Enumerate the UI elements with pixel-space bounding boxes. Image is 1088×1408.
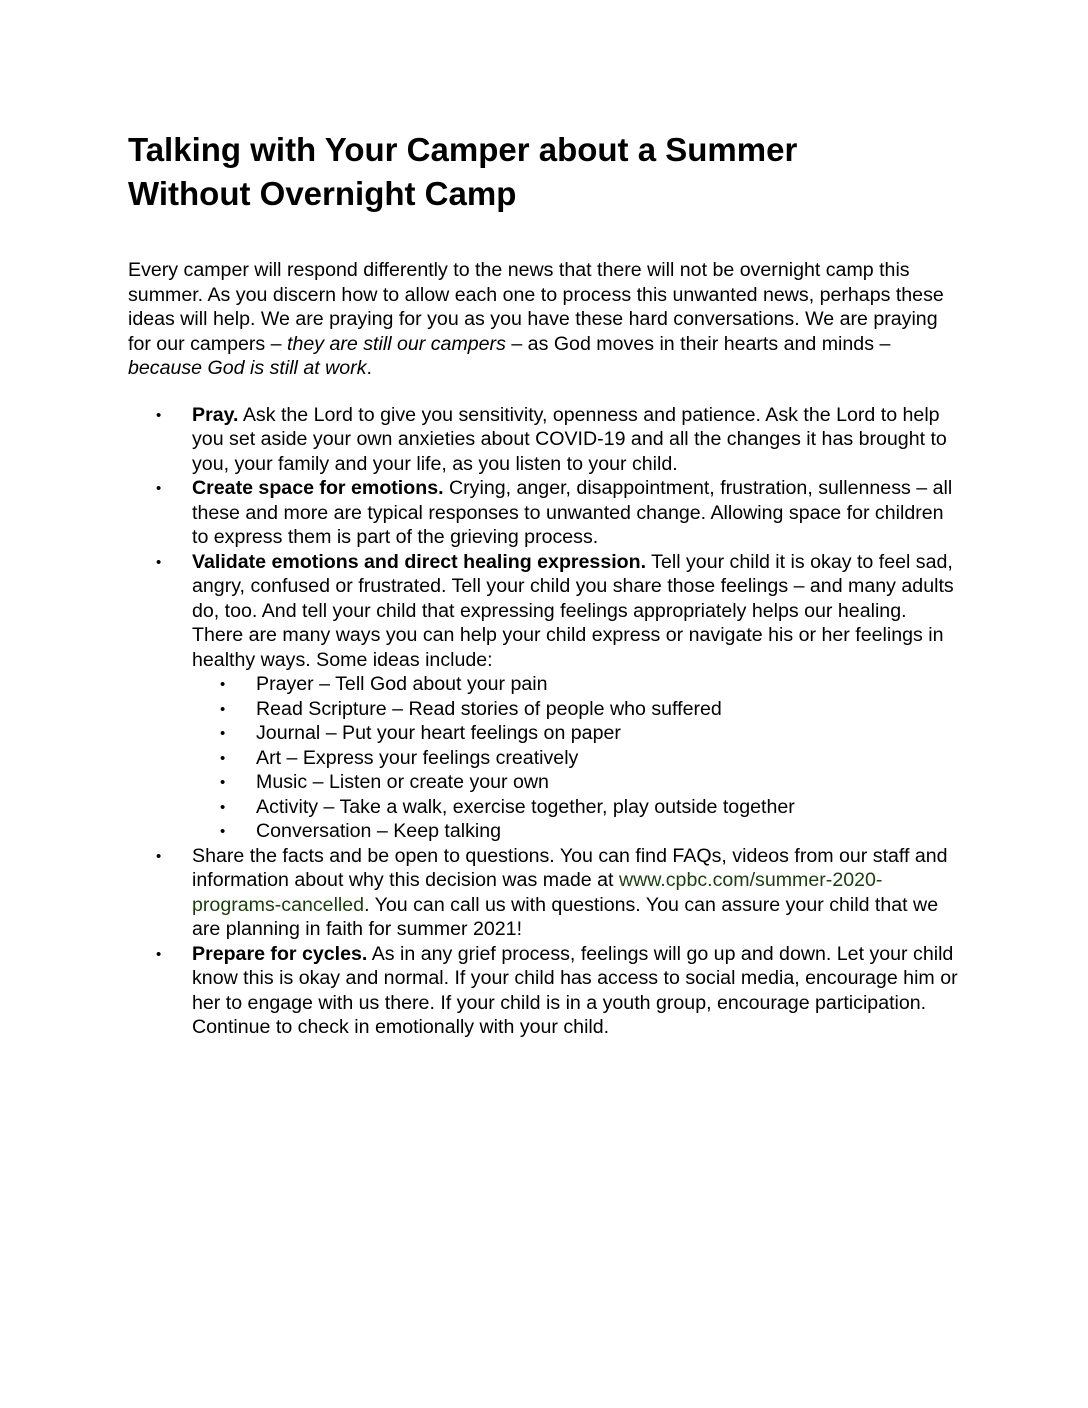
title-line-2: Without Overnight Camp <box>128 175 517 212</box>
bullet-icon: • <box>220 798 226 816</box>
bullet-icon: • <box>220 774 226 791</box>
intro-text-1: Every camper will respond differently to the news that there will not be overnight camp this summer. As you discern how to allow each one to process this unwanted news, perhaps these ideas will help. We are praying for you as you have these hard conversations. We are praying for our campers – <box>128 259 944 355</box>
intro-italic-1: they are still our campers <box>287 332 506 355</box>
item-heading: Prepare for cycles. <box>192 942 368 965</box>
bullet-icon: • <box>156 553 162 571</box>
tips-list <box>128 403 958 1040</box>
idea-item <box>192 746 958 771</box>
title-line-1: Talking with Your Camper about a Summer <box>128 131 798 168</box>
list-item-facts <box>128 844 958 942</box>
item-heading: Create space for emotions. <box>192 477 444 499</box>
item-text: . You can call us with questions. You can assure your child that we are planning in faith for summer 2021! <box>192 893 939 940</box>
item-heading: Validate emotions and direct healing expression. <box>192 550 647 573</box>
idea-text: Read Scripture – Read stories of people who suffered <box>256 697 722 720</box>
bullet-icon: • <box>220 700 226 718</box>
item-text: Crying, anger, disappointment, frustration, sullenness – all these and more are typical responses to unwanted change. Allowing space for children to express them is part of the grieving process. <box>192 477 953 548</box>
idea-item <box>192 697 958 722</box>
idea-item <box>192 795 958 820</box>
idea-text: Conversation – Keep talking <box>256 820 502 842</box>
item-text: As in any grief process, feelings will go up and down. Let your child know this is okay and normal. If your child has access to social media, encourage him or her to engage with us there. If your child is in a youth group, encourage participation. Continue to check in emotionally with your child. <box>192 942 958 1038</box>
intro-text-2: – as God moves in their hearts and minds – <box>505 332 891 355</box>
bullet-icon: • <box>220 749 226 767</box>
bullet-icon: • <box>220 823 226 840</box>
intro-text-3: . <box>366 357 372 379</box>
idea-item <box>192 721 958 746</box>
item-heading: Pray. <box>192 403 239 426</box>
idea-text: Art – Express your feelings creatively <box>256 746 579 769</box>
intro-paragraph <box>128 258 958 381</box>
idea-text: Journal – Put your heart feelings on paper <box>256 722 621 744</box>
document-page <box>128 128 958 1040</box>
list-item-cycles <box>128 942 958 1040</box>
ideas-list <box>192 672 958 844</box>
bullet-icon: • <box>220 725 226 742</box>
item-text: Ask the Lord to give you sensitivity, openness and patience. Ask the Lord to help you set aside your own anxieties about COVID-19 and all the changes it has brought to you, your family and your life, as you listen to your child. <box>192 403 947 475</box>
page-title <box>128 128 958 216</box>
idea-text: Prayer – Tell God about your pain <box>256 673 548 695</box>
bullet-icon: • <box>156 847 162 865</box>
list-item-emotions <box>128 476 958 550</box>
item-text: Share the facts and be open to questions. You can find FAQs, videos from our staff and information about why this decision was made at <box>192 844 948 891</box>
idea-item <box>192 819 958 844</box>
idea-text: Activity – Take a walk, exercise together, play outside together <box>256 795 795 818</box>
idea-text: Music – Listen or create your own <box>256 771 549 793</box>
list-item-pray <box>128 403 958 477</box>
intro-italic-2: because God is still at work <box>128 357 367 379</box>
bullet-icon: • <box>220 676 226 693</box>
item-text: Tell your child it is okay to feel sad, angry, confused or frustrated. Tell your child you share those feelings – and many adults do, too. And tell your child that expressing feelings appropriately helps our healing. There are many ways you can help your child express or navigate his or her feelings in healthy ways. Some ideas include: <box>192 550 954 671</box>
bullet-icon: • <box>156 480 162 497</box>
faq-link[interactable]: www.cpbc.com/summer-2020-programs-cancelled <box>192 869 883 916</box>
list-item-validate <box>128 550 958 844</box>
idea-item <box>192 770 958 795</box>
bullet-icon: • <box>156 945 162 963</box>
bullet-icon: • <box>156 406 162 424</box>
idea-item <box>192 672 958 697</box>
